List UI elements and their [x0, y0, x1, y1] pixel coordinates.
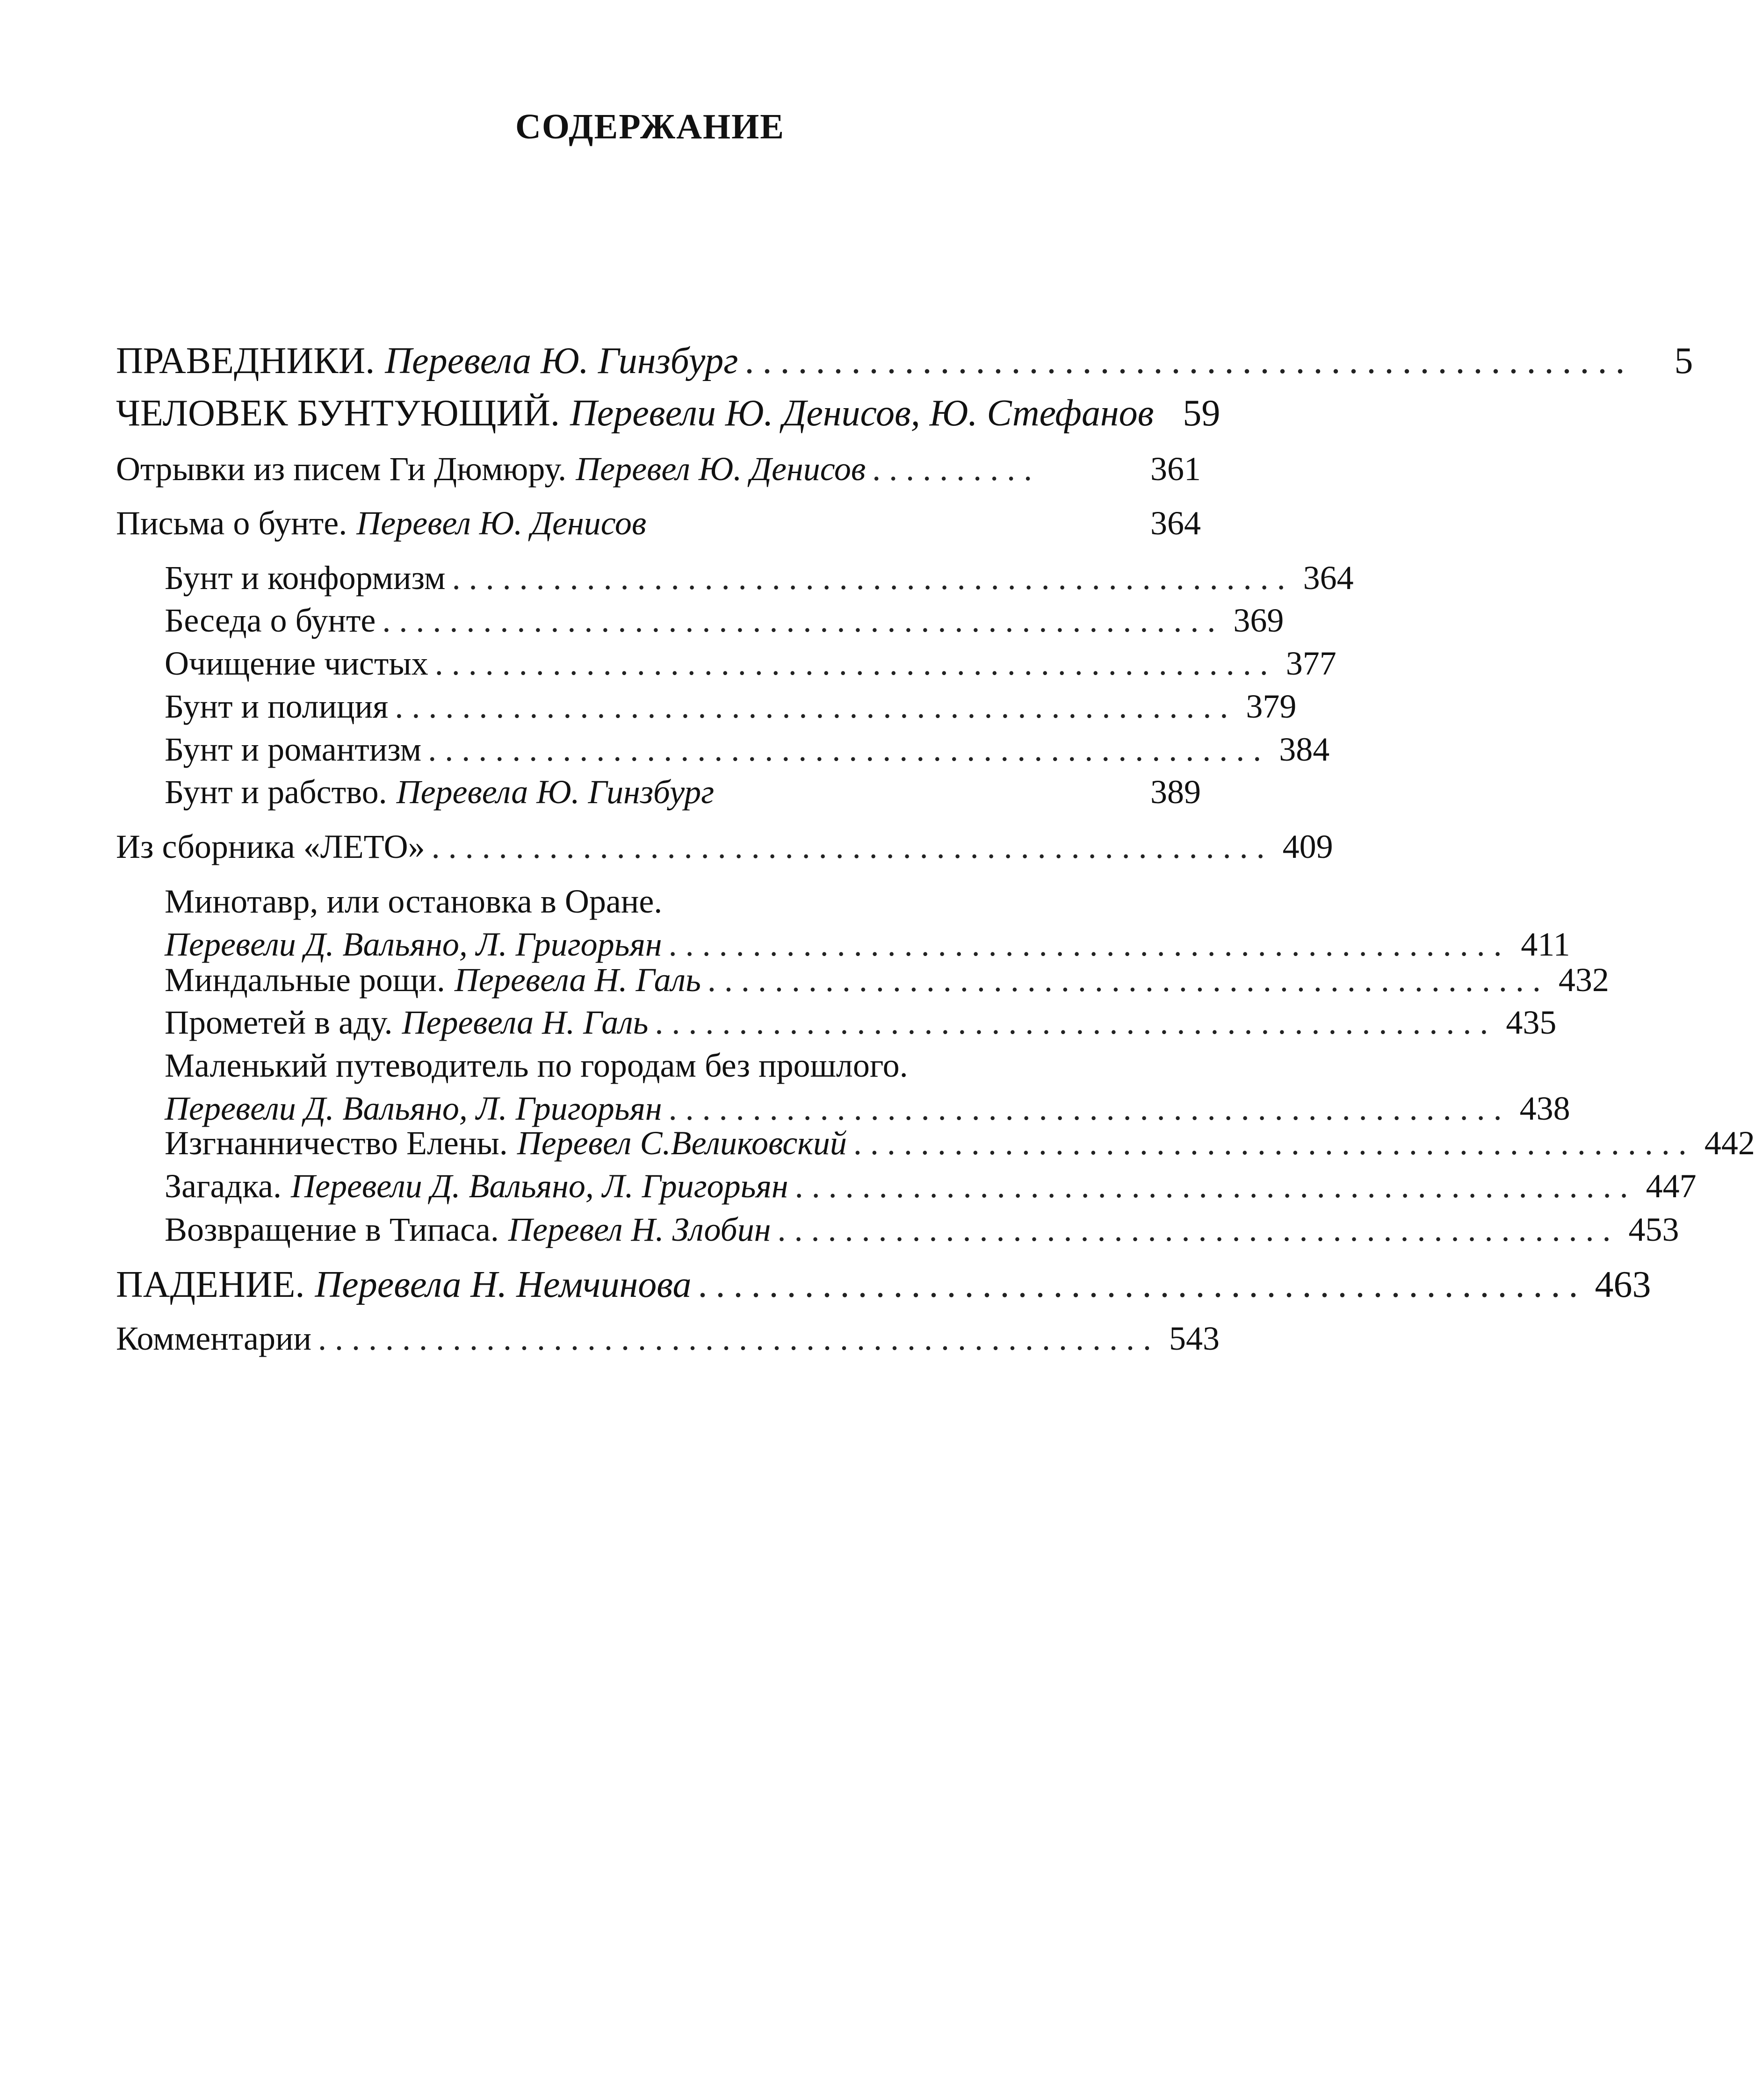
entry-title: Бунт и полиция [165, 688, 389, 725]
entry-title: Очищение чистых [165, 645, 428, 682]
entry-page-number: 442 [1704, 1124, 1755, 1162]
toc-entry-iz-sbornika-leto[interactable] [116, 825, 1333, 868]
entry-title: Из сборника «ЛЕТО» [116, 828, 425, 865]
entry-title: ПАДЕНИЕ. [116, 1264, 305, 1305]
page-title: СОДЕРЖАНИЕ [515, 107, 785, 146]
toc-entry-vozvrashchenie-v-tipasa[interactable] [165, 1208, 1679, 1251]
entry-page-number: 389 [1150, 773, 1201, 811]
dot-leader: .................................................. [382, 602, 1224, 639]
dot-leader: .................................................. [655, 1004, 1497, 1041]
entry-title: Минотавр, или остановка в Оране. [165, 883, 663, 920]
entry-title: Прометей в аду. [165, 1004, 393, 1041]
entry-title: Комментарии [116, 1320, 312, 1357]
entry-page-number: 435 [1506, 1004, 1557, 1041]
entry-page-number: 453 [1628, 1211, 1679, 1248]
entry-title: Бунт и рабство. [165, 773, 387, 811]
toc-entry-chelovek-buntuyushchiy[interactable] [116, 392, 1221, 435]
entry-translator: Перевел Н. Злобин [508, 1211, 771, 1248]
entry-title: Возвращение в Типаса. [165, 1211, 499, 1248]
toc-entry-bunt-i-konformizm[interactable] [165, 556, 1354, 599]
toc-entry-beseda-o-bunte[interactable] [165, 599, 1284, 642]
entry-page-number: 59 [1183, 393, 1221, 434]
entry-title: Маленький путеводитель по городам без прошлого. [165, 1047, 908, 1084]
toc-entry-otryvki-iz-pisem[interactable] [116, 447, 1201, 490]
entry-page-number: 361 [1150, 450, 1201, 488]
entry-translator: Перевела Н. Галь [402, 1004, 649, 1041]
dot-leader: .................................................. [707, 961, 1549, 999]
dot-leader: .......... [872, 450, 1041, 488]
entry-translator: Перевел С.Великовский [517, 1124, 847, 1162]
entry-title: Письма о бунте. [116, 504, 347, 542]
dot-leader: .................................................. [777, 1211, 1619, 1248]
entry-page-number: 438 [1519, 1090, 1570, 1127]
entry-translator: Перевели Д. Вальяно, Л. Григорьян [165, 926, 662, 963]
toc-entry-prometey-v-adu[interactable] [165, 1001, 1557, 1044]
toc-entry-bunt-i-romantizm[interactable] [165, 728, 1330, 771]
dot-leader: .................................................. [395, 688, 1237, 725]
entry-title: Миндальные рощи. [165, 961, 445, 999]
dot-leader: .................................................. [428, 731, 1270, 768]
toc-entry-malenkiy-putevoditel[interactable] [165, 1044, 1570, 1130]
toc-entry-minotavr[interactable] [165, 880, 1570, 966]
toc-entry-bunt-i-rabstvo[interactable] [165, 770, 1201, 813]
entry-title: Бунт и конформизм [165, 559, 446, 597]
entry-title: Загадка. [165, 1167, 282, 1205]
dot-leader: .................................................. [853, 1124, 1695, 1162]
entry-title: Бунт и романтизм [165, 731, 422, 768]
entry-translator: Перевел Ю. Денисов [356, 504, 647, 542]
entry-translator: Перевели Ю. Денисов, Ю. Стефанов [570, 393, 1154, 434]
toc-entry-zagadka[interactable] [165, 1165, 1697, 1208]
toc-entry-kommentarii[interactable] [116, 1317, 1220, 1360]
toc-entry-ochishchenie-chistykh[interactable] [165, 642, 1336, 685]
toc-entry-izgnannichestvo-eleny[interactable] [165, 1122, 1755, 1165]
dot-leader: .................................................. [452, 559, 1294, 597]
entry-page-number: 411 [1521, 926, 1570, 963]
entry-title: Отрывки из писем Ги Дюмюру. [116, 450, 567, 488]
entry-title: ЧЕЛОВЕК БУНТУЮЩИЙ. [116, 393, 560, 434]
entry-page-number: 364 [1303, 559, 1354, 597]
dot-leader: .................................................. [431, 828, 1273, 865]
entry-title: Изгнанничество Елены. [165, 1124, 508, 1162]
entry-translator: Перевела Ю. Гинзбург [385, 340, 738, 381]
entry-page-number: 364 [1150, 504, 1201, 542]
dot-leader: .................................................. [318, 1320, 1160, 1357]
toc-entry-pisma-o-bunte[interactable] [116, 502, 1201, 545]
entry-page-number: 463 [1595, 1264, 1651, 1305]
entry-title: Беседа о бунте [165, 602, 376, 639]
entry-page-number: 543 [1169, 1320, 1220, 1357]
toc-entry-padenie[interactable] [116, 1263, 1651, 1306]
entry-page-number: 432 [1558, 961, 1609, 999]
entry-translator: Перевели Д. Вальяно, Л. Григорьян [165, 1090, 662, 1127]
entry-translator: Перевел Ю. Денисов [576, 450, 866, 488]
entry-translator: Перевела Н. Немчинова [315, 1264, 692, 1305]
entry-translator: Перевела Ю. Гинзбург [396, 773, 715, 811]
dot-leader: .................................................. [698, 1264, 1587, 1305]
entry-page-number: 384 [1279, 731, 1330, 768]
dot-leader: .................................................. [434, 645, 1277, 682]
toc-entry-bunt-i-politsiya[interactable] [165, 685, 1297, 728]
toc-entry-mindalnye-roshchi[interactable] [165, 958, 1609, 1001]
entry-page-number: 369 [1233, 602, 1284, 639]
toc-entry-pravedniki[interactable] [116, 339, 1693, 382]
entry-page-number: 377 [1286, 645, 1336, 682]
entry-page-number: 379 [1246, 688, 1297, 725]
dot-leader: .................................................. [668, 926, 1510, 963]
entry-translator: Перевела Н. Галь [454, 961, 701, 999]
dot-leader: .................................................. [794, 1167, 1637, 1205]
entry-page-number: 5 [1674, 340, 1693, 381]
dot-leader: .................................................. [668, 1090, 1510, 1127]
dot-leader: .................................................. [744, 340, 1633, 381]
entry-page-number: 447 [1646, 1167, 1697, 1205]
entry-page-number: 409 [1282, 828, 1333, 865]
entry-title: ПРАВЕДНИКИ. [116, 340, 375, 381]
entry-translator: Перевели Д. Вальяно, Л. Григорьян [291, 1167, 788, 1205]
